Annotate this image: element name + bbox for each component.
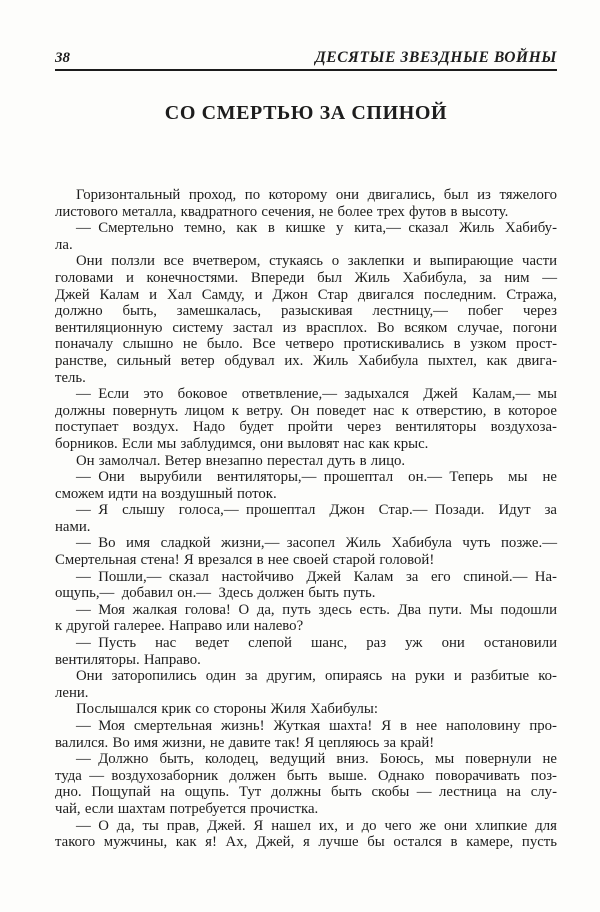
text-line: дно. Пощупай на ощупь. Тут должны быть скобы — лестница на слу- bbox=[55, 784, 557, 801]
text-line: борников. Если мы заблудимся, они выловят нас как крыс. bbox=[55, 435, 429, 452]
text-line: — Пошли,— сказал настойчиво Джей Калам за его спиной.— На- bbox=[76, 568, 557, 585]
text-line: — Смертельно темно, как в кишке у кита,— сказал Жиль Хабибу- bbox=[76, 220, 557, 237]
text-line: листового металла, квадратного сечения, не более трех футов в высоту. bbox=[55, 203, 509, 220]
text-line: Послышался крик со стороны Жиля Хабибулы: bbox=[76, 701, 378, 718]
paragraph bbox=[55, 535, 557, 568]
text-line: чай, если шахтам потребуется прочистка. bbox=[55, 800, 319, 817]
text-line: — Я слышу голоса,— прошептал Джон Стар.— Позади. Идут за bbox=[76, 502, 557, 519]
paragraph bbox=[55, 187, 557, 220]
text-line: — Если это боковое ответвление,— задыхался Джей Калам,— мы bbox=[76, 386, 557, 403]
paragraph bbox=[55, 751, 557, 817]
text-line: поначалу слышно не было. Все четверо протискивались в узком прост- bbox=[55, 336, 557, 353]
text-line: лени. bbox=[55, 684, 89, 701]
chapter-title: СО СМЕРТЬЮ ЗА СПИНОЙ bbox=[164, 102, 448, 124]
paragraph bbox=[55, 701, 557, 718]
text-line: такого мужчины, как я! Ах, Джей, я лучше бы остался в камере, пусть bbox=[55, 834, 557, 851]
paragraph bbox=[55, 253, 557, 386]
running-title: ДЕСЯТЫЕ ЗВЕЗДНЫЕ ВОЙНЫ bbox=[315, 49, 557, 66]
text-line: Смертельная стена! Я врезался в нее своей старой головой! bbox=[55, 552, 435, 569]
text-line: вентиляторы. Направо. bbox=[55, 651, 201, 668]
page-number: 38 bbox=[55, 50, 70, 66]
text-line: к другой галерее. Направо или налево? bbox=[55, 618, 304, 635]
text-line: Они заторопились один за другим, опираясь на руки и разбитые ко- bbox=[76, 668, 557, 685]
text-line: Они ползли все вчетвером, стукаясь о заклепки и выпирающие части bbox=[76, 253, 557, 270]
text-line: ранстве, сильный ветер обдувал их. Жиль Хабибула пыхтел, как двига- bbox=[55, 352, 557, 369]
text-line: вентиляционную систему застал из врасплох. Во всяком случае, погони bbox=[55, 319, 557, 336]
text-line: должны повернуть лицом к ветру. Он поведет нас к отверстию, в которое bbox=[55, 402, 557, 419]
text-line: — Они вырубили вентиляторы,— прошептал он.— Теперь мы не bbox=[76, 469, 557, 486]
text-line: туда — воздухозаборник должен быть выше. Однако поворачивать поз- bbox=[55, 767, 557, 784]
text-line: валился. Во имя жизни, не давите так! Я цепляюсь за край! bbox=[55, 734, 435, 751]
text-line: поступает воздух. Надо будет пройти через вентиляторы воздухоза- bbox=[55, 419, 557, 436]
paragraph bbox=[55, 668, 557, 701]
text-line: — Моя смертельная жизнь! Жуткая шахта! Я в нее наполовину про- bbox=[76, 718, 557, 734]
text-line: — Моя жалкая голова! О да, путь здесь есть. Два пути. Мы подошли bbox=[76, 601, 557, 618]
paragraph bbox=[55, 453, 557, 470]
text-line: головами и конечностями. Впереди был Жиль Хабибула, за ним — bbox=[55, 269, 557, 286]
running-header bbox=[55, 48, 557, 71]
paragraph bbox=[55, 502, 557, 535]
paragraph bbox=[55, 818, 557, 851]
text-line: нами. bbox=[55, 518, 91, 535]
text-line: — Должно быть, колодец, ведущий вниз. Боюсь, мы повернули не bbox=[76, 751, 557, 768]
text-line: ощупь,— добавил он.— Здесь должен быть путь. bbox=[55, 585, 376, 602]
paragraph bbox=[55, 569, 557, 602]
body-text bbox=[55, 187, 557, 851]
text-line: — О да, ты прав, Джей. Я нашел их, и до чего же они хлипкие для bbox=[76, 817, 557, 834]
text-line: ла. bbox=[55, 236, 73, 253]
text-line: Он замолчал. Ветер внезапно перестал дуть в лицо. bbox=[76, 452, 406, 469]
text-line: сможем идти на воздушный поток. bbox=[55, 485, 277, 502]
text-line: Горизонтальный проход, по которому они двигались, был из тяжелого bbox=[76, 187, 557, 203]
paragraph bbox=[55, 386, 557, 452]
text-line: Джей Калам и Хал Самду, и Джон Стар двигался последним. Стража, bbox=[55, 286, 557, 303]
text-line: должно быть, замешкалась, разыскивая лестницу,— побег через bbox=[55, 303, 557, 320]
text-line: — Во имя сладкой жизни,— засопел Жиль Хабибула чуть позже.— bbox=[76, 535, 557, 552]
paragraph bbox=[55, 635, 557, 668]
paragraph bbox=[55, 602, 557, 635]
text-line: — Пусть нас ведет слепой шанс, раз уж они остановили bbox=[76, 635, 557, 652]
paragraph bbox=[55, 220, 557, 253]
paragraph bbox=[55, 469, 557, 502]
paragraph bbox=[55, 718, 557, 751]
text-line: тель. bbox=[55, 369, 86, 386]
